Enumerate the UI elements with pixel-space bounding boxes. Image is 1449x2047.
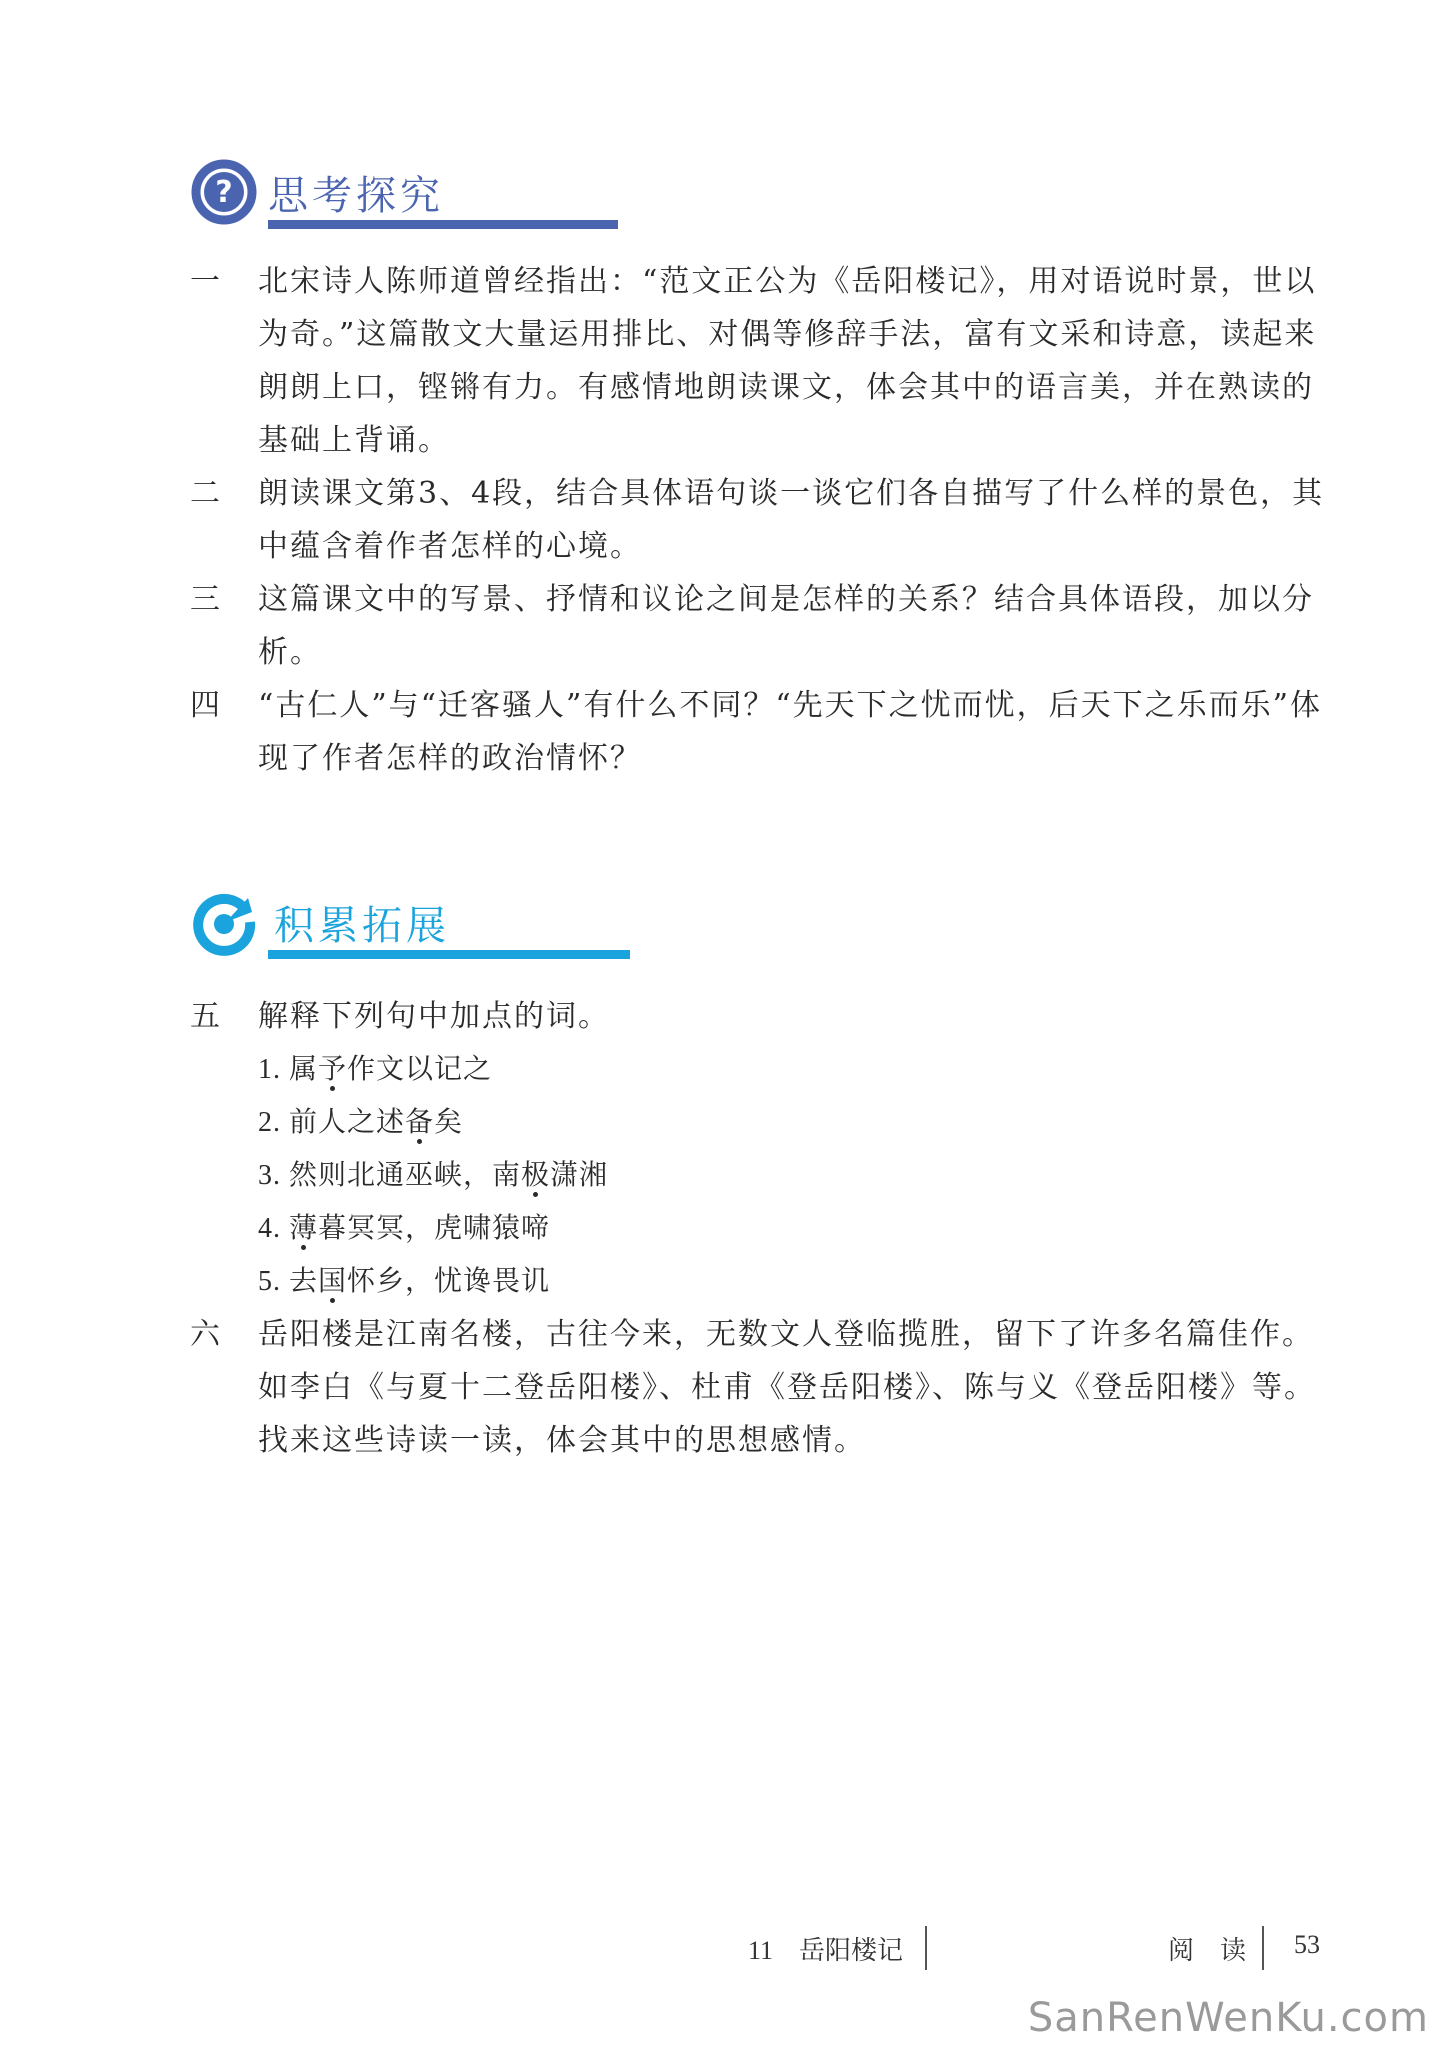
sub-item-3: 3. 然则北通巫峡，南极潇湘 bbox=[258, 1160, 609, 1191]
page-number: 53 bbox=[1294, 1930, 1320, 1959]
question-1 bbox=[190, 255, 1340, 467]
thinking-questions bbox=[190, 255, 1340, 785]
footer-divider bbox=[1262, 1926, 1264, 1970]
title-underline bbox=[268, 220, 618, 229]
footer-lesson: 11 岳阳楼记 bbox=[748, 1936, 904, 1965]
dotted-word: 薄 bbox=[289, 1213, 319, 1244]
question-number: 五 bbox=[190, 999, 222, 1034]
dotted-word: 备 bbox=[405, 1107, 435, 1138]
question-2 bbox=[190, 467, 1340, 573]
section-title: 思考探究 bbox=[268, 173, 444, 219]
question-text: 岳阳楼是江南名楼，古往今来，无数文人登临揽胜，留下了许多名篇佳作。如李白《与夏十二登岳阳楼》、杜甫《登岳阳楼》、陈与义《登岳阳楼》等。找来这些诗读一读，体会其中的思想感情。 bbox=[258, 1317, 1316, 1458]
question-number: 二 bbox=[190, 476, 222, 511]
question-5 bbox=[190, 990, 1340, 1043]
sub-item-1: 1. 属予作文以记之 bbox=[258, 1054, 493, 1085]
watermark: SanRenWenKu.com bbox=[1027, 1995, 1429, 2041]
footer-divider bbox=[925, 1926, 927, 1970]
title-underline bbox=[268, 950, 630, 959]
dotted-word: 国 bbox=[318, 1266, 348, 1297]
question-number: 一 bbox=[190, 264, 222, 299]
question-text: 朗读课文第3、4段，结合具体语句谈一谈它们各自描写了什么样的景色，其中蕴含着作者怎样的心境。 bbox=[258, 476, 1325, 564]
footer-section: 阅 读 bbox=[1168, 1936, 1247, 1965]
question-3 bbox=[190, 573, 1340, 679]
question-text: 北宋诗人陈师道曾经指出：“范文正公为《岳阳楼记》，用对语说时景，世以为奇。”这篇散文大量运用排比、对偶等修辞手法，富有文采和诗意，读起来朗朗上口，铿锵有力。有感情地朗读课文，体会其中的语言美，并在熟读的基础上背诵。 bbox=[258, 264, 1317, 458]
sub-item-4: 4. 薄暮冥冥，虎啸猿啼 bbox=[258, 1213, 551, 1244]
question-text: 解释下列句中加点的词。 bbox=[258, 999, 610, 1034]
dotted-word: 予 bbox=[318, 1054, 348, 1085]
question-number: 四 bbox=[190, 688, 222, 723]
question-number: 三 bbox=[190, 582, 222, 617]
question-text: 这篇课文中的写景、抒情和议论之间是怎样的关系？结合具体语段，加以分析。 bbox=[258, 582, 1314, 670]
question-6 bbox=[190, 1308, 1340, 1467]
question-text: “古仁人”与“迁客骚人”有什么不同？“先天下之忧而忧，后天下之乐而乐”体现了作者怎样的政治情怀？ bbox=[258, 688, 1323, 776]
section-title: 积累拓展 bbox=[274, 903, 450, 949]
dotted-word: 极 bbox=[521, 1160, 551, 1191]
sub-item-2: 2. 前人之述备矣 bbox=[258, 1107, 464, 1138]
circular-arrow-icon bbox=[190, 888, 258, 956]
svg-text:?: ? bbox=[215, 175, 233, 210]
sub-item-5: 5. 去国怀乡，忧谗畏讥 bbox=[258, 1266, 551, 1297]
question-4 bbox=[190, 679, 1340, 785]
question-number: 六 bbox=[190, 1317, 222, 1352]
extension-questions bbox=[190, 990, 1340, 1467]
question-mark-icon bbox=[190, 158, 258, 226]
